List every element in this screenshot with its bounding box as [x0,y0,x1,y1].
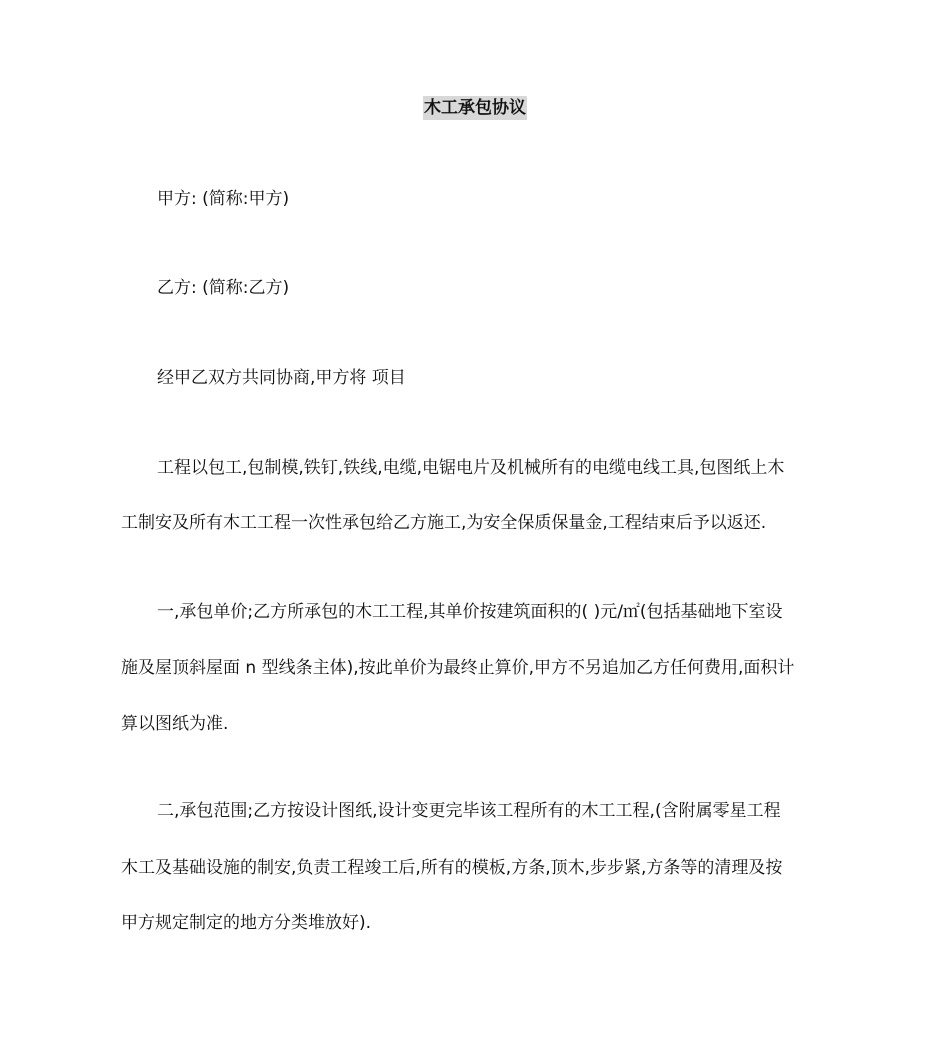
intro-line: 经甲乙双方共同协商,甲方将 项目 [157,368,406,388]
scope-line: 工制安及所有木工工程一次性承包给乙方施工,为安全保质保量金,工程结束后予以返还. [121,513,767,533]
document-title: 木工承包协议 [424,98,526,118]
clause-2-line: 木工及基础设施的制安,负责工程竣工后,所有的模板,方条,顶木,步步紧,方条等的清理及按 [121,858,783,878]
party-a-line: 甲方: (简称:甲方) [157,189,290,209]
scope-line: 工程以包工,包制模,铁钉,铁线,电缆,电锯电片及机械所有的电缆电线工具,包图纸上木 [157,458,785,478]
clause-2-line: 二,承包范围;乙方按设计图纸,设计变更完毕该工程所有的木工工程,(含附属零星工程 [157,801,781,821]
title-container [0,96,950,120]
clause-1-line: 施及屋顶斜屋面 n 型线条主体),按此单价为最终止算价,甲方不另追加乙方任何费用,面积计 [121,658,795,678]
clause-1-line: 一,承包单价;乙方所承包的木工工程,其单价按建筑面积的( )元/㎡(包括基础地下室设 [157,602,783,622]
clause-1-line: 算以图纸为准. [121,714,229,734]
party-b-line: 乙方: (简称:乙方) [157,278,290,298]
clause-2-line: 甲方规定制定的地方分类堆放好). [121,913,372,933]
